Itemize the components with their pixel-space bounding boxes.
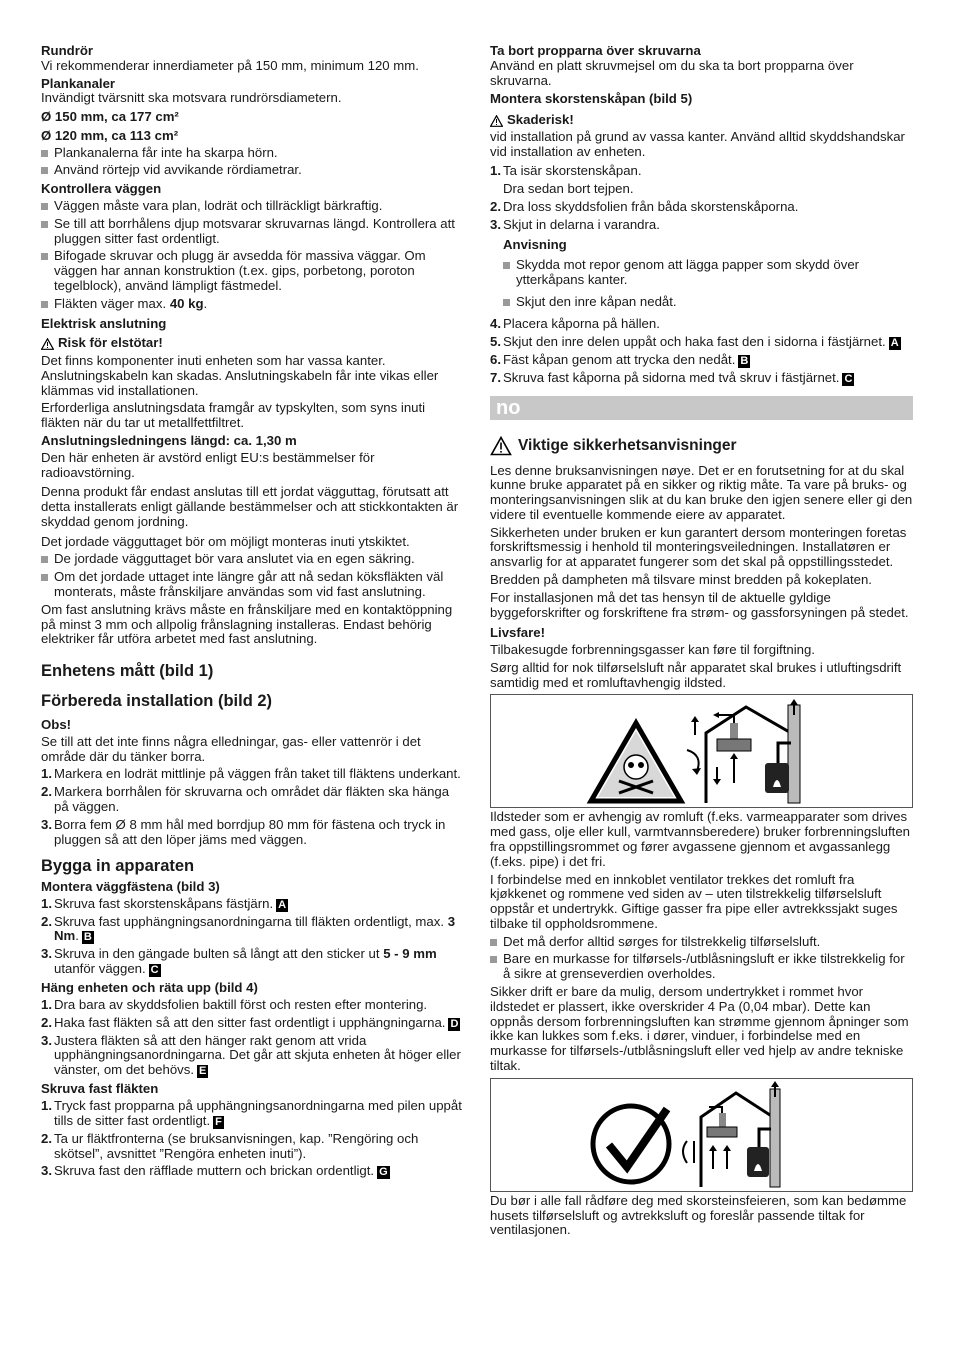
list-item: Det må derfor alltid sørges for tilstrekkelig tilførselsluft. — [490, 935, 913, 950]
bygga-heading: Bygga in apparaten — [41, 857, 195, 876]
list-item — [41, 818, 465, 848]
list-item: Bare en murkasse for tilførsels-/utblåsningsluft er ikke tilstrekkelig for å sikre at grenseverdien overholdes. — [490, 952, 913, 982]
step-text: Placera kåporna på hällen. — [503, 315, 660, 331]
diameter-120: Ø 120 mm, ca 113 cm² — [41, 127, 179, 143]
list-item — [41, 767, 465, 782]
el-heading: Elektrisk anslutning — [41, 315, 167, 331]
step-number: 3. — [41, 816, 52, 832]
step-text: Skruva in den gängade bulten så långt att den sticker ut — [54, 946, 380, 962]
kapa-steps-a — [490, 164, 913, 179]
list-item — [490, 353, 913, 368]
livsfare-heading: Livsfare! — [490, 625, 545, 641]
list-item: Skjut den inre kåpan nedåt. — [503, 295, 913, 310]
list-item — [41, 785, 465, 815]
step-number: 1. — [41, 766, 52, 782]
step-number: 1. — [41, 895, 52, 911]
plankanaler-text: Invändigt tvärsnitt ska motsvara rundrörsdiametern. — [41, 90, 342, 106]
list-item: Plankanalerna får inte ha skarpa hörn. — [41, 146, 465, 161]
right-column — [490, 42, 913, 1241]
list-item: Om det jordade uttaget inte längre går att nå sedan köksfläkten väl monterats, måste frånskiljare användas som vid fast anslutning. — [41, 570, 465, 600]
diameter-150: Ø 150 mm, ca 177 cm² — [41, 109, 179, 125]
kontroll-bullets — [41, 199, 465, 311]
viktige-heading — [490, 436, 913, 456]
forbereda-steps — [41, 767, 465, 847]
obs-text: Se till att det inte finns några elledningar, gas- eller vattenrör i det område där du tänker borra. — [41, 733, 421, 764]
step-text: Skjut in delarna i varandra. — [503, 216, 660, 232]
list-item — [490, 164, 913, 179]
period: . — [75, 928, 79, 944]
list-item — [41, 1164, 465, 1179]
step-number: 2. — [41, 913, 52, 929]
kapa-heading: Montera skorstenskåpan (bild 5) — [490, 91, 693, 107]
figure-ref: F — [215, 1115, 222, 1128]
figure-ref: A — [890, 336, 899, 349]
language-bar: no — [490, 396, 913, 420]
figure-ref: B — [740, 354, 749, 367]
step-number: 2. — [41, 1014, 52, 1030]
step-text: Skruva fast den räfflade muttern och brickan ordentligt. — [54, 1163, 375, 1179]
step-text: Tryck fast propparna på upphängningsanordningarna med pilen uppåt tills de sitter fast ordentligt. — [54, 1098, 462, 1128]
figure-ref: B — [83, 931, 92, 944]
no-text-4: For installasjonen må det tas hensyn til de aktuelle gyldige byggeforskrifter og forskriftene fra strøm- og gassforsyningen på stedet. — [490, 589, 909, 620]
list-item — [490, 317, 913, 332]
rundror-heading: Rundrör — [41, 43, 94, 58]
step-text: Ta isär skorstenskåpan. — [503, 163, 642, 179]
skruva-heading: Skruva fast fläkten — [41, 1081, 159, 1097]
rundror-text: Vi rekommenderar innerdiameter på 150 mm, minimum 120 mm. — [41, 57, 419, 73]
no-bullets — [490, 935, 913, 982]
el-warning — [41, 336, 465, 351]
skruva-steps — [41, 1099, 465, 1179]
hang-steps — [41, 998, 465, 1078]
kontroll-heading: Kontrollera väggen — [41, 181, 162, 197]
no-text-2: Sikkerheten under bruken er kun garantert dersom monteringen foretas forskriftsmessig i henhold til monteringsveiledningen. Installatøren er ansvarlig for at apparatet fungerer som det skal på oppstillingsstedet. — [490, 524, 907, 570]
warning-icon — [41, 338, 54, 350]
period: . — [203, 295, 208, 311]
kabel-text-3: Det jordade vägguttaget bör om möjligt monteras inuti ytskiktet. — [41, 533, 410, 549]
step-number: 3. — [41, 946, 52, 962]
kapa-steps-c — [490, 317, 913, 386]
figure-ref: C — [150, 964, 159, 977]
vagg-heading: Montera väggfästena (bild 3) — [41, 878, 220, 894]
figure-ref: G — [379, 1166, 388, 1179]
figure-ref: C — [844, 372, 853, 385]
figure-ref: A — [278, 898, 287, 911]
vagg-steps — [41, 897, 465, 978]
step-number: 6. — [490, 351, 501, 367]
danger-figure — [490, 694, 913, 808]
anvisning-bullets — [503, 258, 913, 309]
list-item — [41, 897, 465, 912]
figure-ref: E — [199, 1065, 207, 1078]
list-item — [490, 335, 913, 350]
step-text: Fäst kåpan genom att trycka den nedåt. — [503, 351, 736, 367]
heading-text: Viktige sikkerhetsanvisninger — [518, 436, 737, 454]
list-item — [41, 1099, 465, 1129]
kabel-text-4: Om fast anslutning krävs måste en frånskiljare med en kontaktöppning på minst 3 mm och allpolig frånslagning installeras. Endast behörig elektriker får utföra arbetet med fast anslutning. — [41, 601, 453, 647]
step-text: utanför väggen. — [54, 961, 146, 977]
list-item: Se till att borrhålens djup motsvarar skruvarnas längd. Kontrollera att pluggen sitter fast ordentligt. — [41, 217, 465, 247]
propp-heading: Ta bort propparna över skruvarna — [490, 43, 701, 58]
no-text-8: Du bør i alle fall rådføre deg med skorsteinsfeieren, som kan bedømme husets tilførselsluft og avtrekksluft og foreslår passende tiltak for ventilasjonen. — [490, 1192, 907, 1238]
kapa-text: vid installation på grund av vassa kanter. Använd alltid skyddshandskar vid installation av enheten. — [490, 128, 905, 159]
step-number: 1. — [41, 996, 52, 1012]
livsfare-text-2: Sørg alltid for nok tilførselsluft når apparatet skal brukes i utluftingsdrift samtidig med et romluftavhengig ildsted. — [490, 659, 902, 690]
step-text: Ta ur fläktfronterna (se bruksanvisningen, kap. ”Rengöring och skötsel”, avsnittet ”Rengöra enheten inuti”). — [54, 1130, 419, 1161]
kapa-step-1-sub: Dra sedan bort tejpen. — [503, 181, 634, 197]
list-item: Använd rörtejp vid avvikande rördiametrar. — [41, 163, 465, 178]
list-item — [490, 218, 913, 233]
step-text: Skruva fast upphängningsanordningarna till fläkten ordentligt, max. — [54, 913, 445, 929]
step-number: 2. — [41, 784, 52, 800]
warning-icon — [490, 115, 503, 127]
no-text-1: Les denne bruksanvisningen nøye. Det er en forutsetning for at du skal kunne bruke apparatet på en sikker og riktig måte. Ta vare på bruks- og monteringsanvisningen slik at du kan bruke den igjen senere eller gi den videre til eventuelle kommende eiere av apparatet. — [490, 462, 913, 522]
list-item: Bifogade skruvar och plugg är avsedda för massiva väggar. Om väggen har annan konstruktion (t.ex. gips, porbetong, poroton tegelblock), använd lämpligt fästmedel. — [41, 249, 465, 293]
warning-label: Skaderisk! — [507, 112, 574, 128]
el-text-2: Erforderliga anslutningsdata framgår av typskylten, som syns inuti fläkten när du tar ut metallfettfiltret. — [41, 400, 426, 431]
kapa-steps-b — [490, 200, 913, 233]
list-item — [41, 1016, 465, 1031]
danger-illustration — [491, 695, 912, 807]
forbereda-heading: Förbereda installation (bild 2) — [41, 691, 273, 710]
hang-heading: Häng enheten och räta upp (bild 4) — [41, 980, 258, 996]
list-item — [41, 915, 465, 945]
step-text: Dra bara av skyddsfolien baktill först och resten efter montering. — [54, 996, 428, 1012]
anvisning-block — [490, 238, 913, 310]
step-number: 7. — [490, 369, 501, 385]
warning-icon — [490, 436, 512, 456]
list-item — [41, 947, 465, 977]
ok-illustration — [491, 1079, 912, 1191]
plankanaler-heading: Plankanaler — [41, 75, 116, 91]
step-number: 1. — [490, 163, 501, 179]
livsfare-text-1: Tilbakesugde forbrenningsgasser kan føre til forgiftning. — [490, 642, 815, 658]
step-number: 3. — [490, 216, 501, 232]
step-number: 5. — [490, 333, 501, 349]
list-item — [41, 1132, 465, 1162]
no-text-5: Ildsteder som er avhengig av romluft (f.eks. varmeapparater som drives med gass, olje eller kull, varmtvannsberedere) bruker forbrenningsluften fra oppstillingsrommet og fører avgassene gjennom et avgassanlegg (f.eks. pipe) i det fri. — [490, 809, 911, 869]
step-number: 3. — [41, 1032, 52, 1048]
list-item — [41, 998, 465, 1013]
step-text: Markera en lodrät mittlinje på väggen från taket till fläktens underkant. — [54, 766, 461, 782]
figure-ref: D — [450, 1017, 459, 1030]
list-item — [41, 1034, 465, 1079]
step-number: 2. — [41, 1130, 52, 1146]
propp-text: Använd en platt skruvmejsel om du ska ta bort propparna över skruvarna. — [490, 57, 854, 88]
step-number: 2. — [490, 199, 501, 215]
list-item: De jordade vägguttaget bör vara anslutet via en egen säkring. — [41, 552, 465, 567]
step-number: 3. — [41, 1163, 52, 1179]
list-item — [490, 200, 913, 215]
weight-text: Fläkten väger max. — [54, 295, 167, 311]
length-value: 5 - 9 mm — [383, 946, 437, 962]
step-text: Skruva fast kåporna på sidorna med två skruv i fästjärnet. — [503, 369, 840, 385]
matt-heading: Enhetens mått (bild 1) — [41, 662, 214, 681]
step-text: Dra loss skyddsfolien från båda skorstenskåporna. — [503, 199, 799, 215]
warning-label: Risk för elstötar! — [58, 335, 163, 351]
kabel-heading: Anslutningsledningens längd: ca. 1,30 m — [41, 432, 297, 448]
ok-figure — [490, 1078, 913, 1192]
step-text: Haka fast fläkten så att den sitter fast ordentligt i upphängningarna. — [54, 1014, 446, 1030]
list-item: Väggen måste vara plan, lodrät och tillräckligt bärkraftig. — [41, 199, 465, 214]
step-text: Borra fem Ø 8 mm hål med borrdjup 80 mm för fästena och tryck in pluggen så att den löper jäms med väggen. — [54, 816, 446, 847]
step-text: Justera fläkten så att den hänger rakt genom att vrida upphängningsanordningarna. Det går att skjuta enheten åt höger eller vänster, om det behövs. — [54, 1032, 461, 1078]
el-text-1: Det finns komponenter inuti enheten som har vassa kanter. Anslutningskabeln kan skadas. Anslutningskabeln får inte vikas eller klämmas vid installationen. — [41, 353, 439, 398]
obs-heading: Obs! — [41, 717, 72, 733]
plank-bullets — [41, 146, 465, 179]
kabel-text-1: Den här enheten är avstörd enligt EU:s bestämmelser för radioavstörning. — [41, 449, 375, 480]
step-text: Markera borrhålen för skruvarna och området där fläkten ska hänga på väggen. — [54, 784, 450, 814]
anvisning-heading: Anvisning — [503, 236, 567, 252]
left-column — [41, 42, 465, 1182]
kapa-warning — [490, 113, 913, 128]
weight-value: 40 kg — [169, 295, 204, 311]
step-number: 4. — [490, 315, 501, 331]
step-text: Skjut den inre delen uppåt och haka fast den i sidorna i fästjärnet. — [503, 333, 886, 349]
list-item: Skydda mot repor genom att lägga papper som skydd över ytterkåpans kanter. — [503, 258, 913, 288]
list-item — [41, 297, 465, 312]
kabel-bullets — [41, 552, 465, 599]
step-number: 1. — [41, 1098, 52, 1114]
step-text: Skruva fast skorstenskåpans fästjärn. — [54, 895, 274, 911]
torque-value: 3 Nm — [54, 913, 456, 944]
kabel-text-2: Denna produkt får endast anslutas till ett jordat vägguttag, förutsatt att detta installerats enligt gällande bestämmelser och att stickkontakten är skyddad genom jordning. — [41, 484, 459, 529]
no-text-3: Bredden på dampheten må tilsvare minst bredden på kokeplaten. — [490, 571, 872, 587]
no-text-6: I forbindelse med en innkoblet ventilator trekkes det romluft fra kjøkkenet og rommene ved siden av – uten tilstrekkelig tilførselsluft oppstår et undertrykk. Giftige gasser fra pipe eller avtrekkssjakt suges tilbake til oppholdsrommene. — [490, 871, 898, 931]
no-text-7: Sikker drift er bare da mulig, dersom undertrykket i rommet hvor ildstedet er plassert, ikke overskrider 4 Pa (0,04 mbar). Dette kan oppnås dersom forbrenningsluften kan strømme gjennom åpninger som ikke kan lukkes som f.eks. i dører, vinduer, i forbindelse med en murkasse for tilførsels-/utblåsningsluft eller ved hjelp av andre tekniske tiltak. — [490, 984, 909, 1073]
list-item — [490, 371, 913, 386]
